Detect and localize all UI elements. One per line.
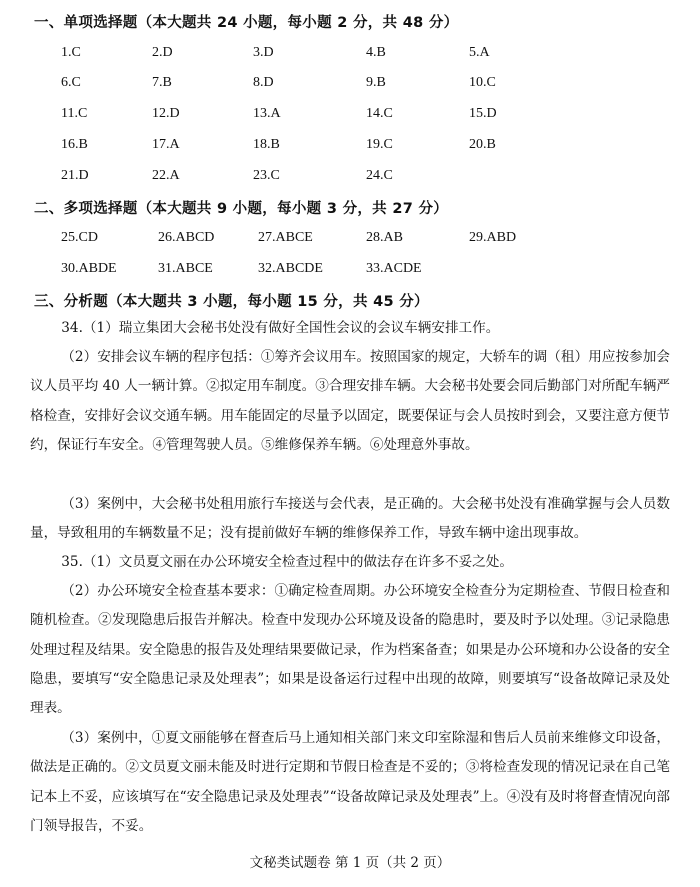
answer-item: 18.B: [253, 137, 280, 152]
answer-item: 4.B: [366, 45, 386, 60]
answer-item: 6.C: [61, 75, 81, 90]
answer-item: 12.D: [152, 106, 180, 121]
answer-row: [0, 106, 700, 126]
answer-row: [0, 168, 700, 188]
answer-item: 11.C: [61, 106, 88, 121]
answer-item: 2.D: [152, 45, 173, 60]
answer-item: 3.D: [253, 45, 274, 60]
answer-item: 22.A: [152, 168, 180, 183]
answer-item: 8.D: [253, 75, 274, 90]
answer-item: 21.D: [61, 168, 89, 183]
section-title-multi-choice: 二、多项选择题（本大题共 9 小题，每小题 3 分，共 27 分）: [34, 201, 449, 217]
answer-item: 32.ABCDE: [258, 261, 323, 276]
answer-item: 13.A: [253, 106, 281, 121]
answer-row: [0, 75, 700, 95]
answer-row: [0, 230, 700, 250]
answer-item: 25.CD: [61, 230, 98, 245]
section-title-single-choice: 一、单项选择题（本大题共 24 小题，每小题 2 分，共 48 分）: [34, 15, 459, 31]
paragraph-35-3: （3）案例中，①夏文丽能够在督查后马上通知相关部门来文印室除湿和售后人员前来维修文印设备，做法是正确的。②文员夏文丽未能及时进行定期和节假日检查是不妥的；③将检查发现的情况记录在自己笔记本上不妥，应该填写在“安全隐患记录及处理表”“设备故障记录及处理表”上。④没有及时将督查情况向部门领导报告，不妥。: [30, 730, 670, 834]
answer-item: 33.ACDE: [366, 261, 422, 276]
paragraph-34-1: 34.（1）瑞立集团大会秘书处没有做好全国性会议的会议车辆安排工作。: [61, 320, 500, 336]
answer-item: 14.C: [366, 106, 393, 121]
answer-item: 9.B: [366, 75, 386, 90]
answer-item: 28.AB: [366, 230, 403, 245]
paragraph-34-2: （2）安排会议车辆的程序包括：①筹齐会议用车。按照国家的规定，大轿车的调（租）用应按参加会议人员平均 40 人一辆计算。②拟定用车制度。③合理安排车辆。大会秘书处要会同后勤部门对所配车辆严格检查，安排好会议交通车辆。用车能固定的尽量予以固定，既要保证与会人员按时到会，又要注意方便节约，保证行车安全。④管理驾驶人员。⑤维修保养车辆。⑥处理意外事故。: [30, 349, 670, 453]
paragraph-35-1: 35.（1）文员夏文丽在办公环境安全检查过程中的做法存在许多不妥之处。: [61, 554, 513, 570]
answer-item: 24.C: [366, 168, 393, 183]
section-title-analysis: 三、分析题（本大题共 3 小题，每小题 15 分，共 45 分）: [34, 294, 429, 310]
answer-row: [0, 261, 700, 281]
paragraph-34-3: （3）案例中，大会秘书处租用旅行车接送与会代表，是正确的。大会秘书处没有准确掌握与会人员数量，导致租用的车辆数量不足；没有提前做好车辆的维修保养工作，导致车辆中途出现事故。: [30, 496, 670, 542]
answer-item: 5.A: [469, 45, 490, 60]
answer-item: 7.B: [152, 75, 172, 90]
page-footer: 文秘类试题卷 第 1 页（共 2 页）: [249, 855, 451, 871]
answer-item: 30.ABDE: [61, 261, 117, 276]
answer-row: [0, 137, 700, 157]
answer-item: 10.C: [469, 75, 496, 90]
answer-item: 19.C: [366, 137, 393, 152]
answer-item: 31.ABCE: [158, 261, 213, 276]
answer-item: 17.A: [152, 137, 180, 152]
answer-item: 20.B: [469, 137, 496, 152]
answer-item: 27.ABCE: [258, 230, 313, 245]
answer-item: 15.D: [469, 106, 497, 121]
answer-item: 1.C: [61, 45, 81, 60]
answer-item: 16.B: [61, 137, 88, 152]
paragraph-35-2: （2）办公环境安全检查基本要求：①确定检查周期。办公环境安全检查分为定期检查、节假日检查和随机检查。②发现隐患后报告并解决。检查中发现办公环境及设备的隐患时，要及时予以处理。③记录隐患处理过程及结果。安全隐患的报告及处理结果要做记录，作为档案备查；如果是办公环境和办公设备的安全隐患，要填写“安全隐患记录及处理表”；如果是设备运行过程中出现的故障，则要填写“设备故障记录及处理表。: [30, 583, 670, 717]
answer-item: 29.ABD: [469, 230, 517, 245]
answer-item: 26.ABCD: [158, 230, 215, 245]
answer-item: 23.C: [253, 168, 280, 183]
answer-row: [0, 45, 700, 65]
